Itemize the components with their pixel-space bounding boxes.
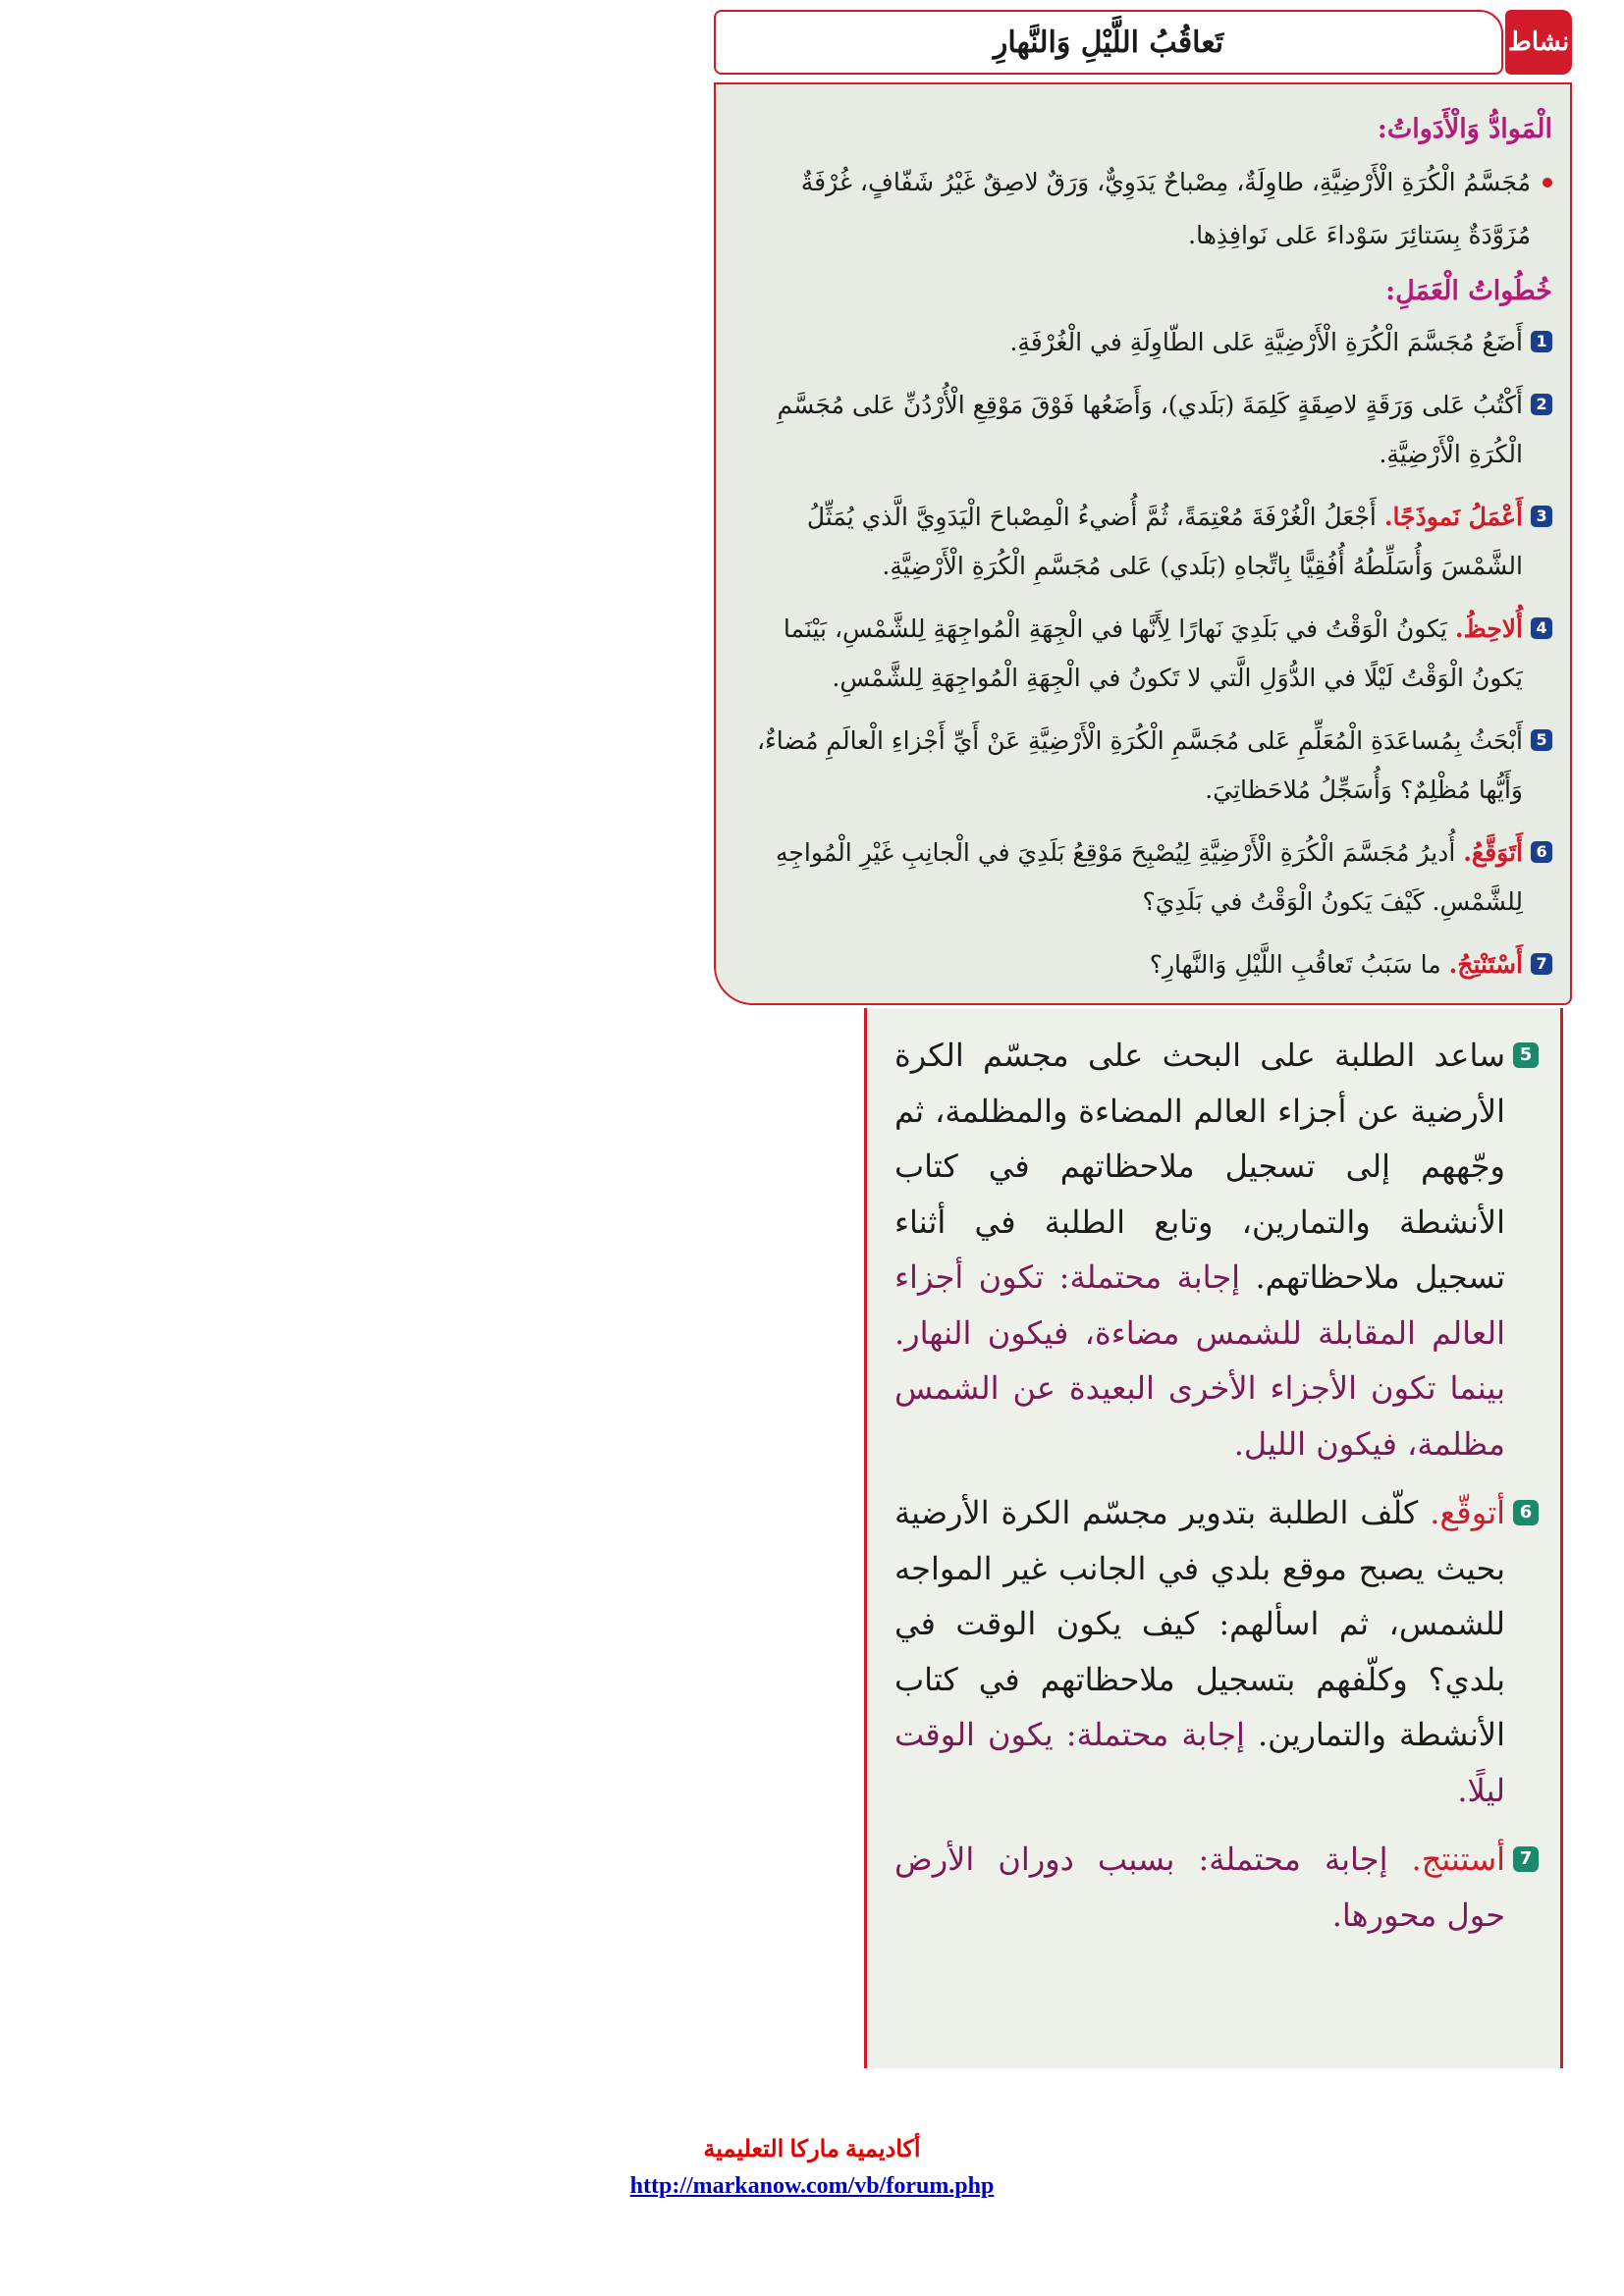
step-number-badge: 7	[1531, 953, 1552, 975]
note-answer: إجابة محتملة: تكون أجزاء العالم المقابلة للشمس مضاءة، فيكون النهار. بينما تكون الأجزاء الأخرى البعيدة عن الشمس مظلمة، فيكون الليل.	[894, 1258, 1505, 1463]
teacher-note	[894, 1832, 1539, 1943]
activity-header	[714, 8, 1572, 77]
step-keyword: أَعْمَلُ نَموذَجًا.	[1383, 503, 1523, 531]
teacher-note	[894, 1028, 1539, 1471]
note-keyword: أتوقّع.	[1430, 1494, 1506, 1531]
steps-heading: خُطُواتُ الْعَمَلِ:	[1385, 276, 1552, 306]
step-item	[735, 318, 1552, 367]
step-keyword: أَسْتَنْتِجُ.	[1448, 950, 1523, 979]
step-text: يَكونُ الْوَقْتُ في بَلَدِيَ نَهارًا لِأَنَّها في الْجِهَةِ الْمُواجِهَةِ لِلشَّمْسِ، بَيْنَما يَكونُ الْوَقْتُ لَيْلًا في الدُّوَلِ الَّتي لا تَكونُ في الْجِهَةِ الْمُواجِهَةِ لِلشَّمْسِ.	[783, 614, 1523, 692]
activity-panel	[714, 82, 1572, 1005]
note-number-badge: 6	[1513, 1500, 1539, 1525]
step-text: أَضَعُ مُجَسَّمَ الْكُرَةِ الْأَرْضِيَّةِ عَلى الطّاوِلَةِ في الْغُرْفَةِ.	[1009, 328, 1523, 356]
activity-title: تَعاقُبُ اللَّيْلِ وَالنَّهارِ	[993, 26, 1224, 60]
step-text: أَبْحَثُ بِمُساعَدَةِ الْمُعَلِّمِ عَلى مُجَسَّمِ الْكُرَةِ الْأَرْضِيَّةِ عَنْ أَيِّ أَجْزاءِ الْعالَمِ مُضاءٌ، وَأَيُّها مُظْلِمٌ؟ وَأُسَجِّلُ مُلاحَظاتِيَ.	[756, 726, 1523, 804]
note-answer: إجابة محتملة: بسبب دوران الأرض حول محورها.	[894, 1841, 1505, 1934]
step-text: أَجْعَلُ الْغُرْفَةَ مُعْتِمَةً، ثُمَّ أُضيءُ الْمِصْباحَ الْيَدَوِيَّ الَّذي يُمَثِّلُ الشَّمْسَ وَأُسَلِّطُهُ أُفُقِيًّا بِاتِّجاهِ (بَلَدي) عَلى مُجَسَّمِ الْكُرَةِ الْأَرْضِيَّةِ.	[806, 503, 1523, 580]
activity-title-box	[714, 10, 1503, 75]
step-item	[735, 381, 1552, 479]
footer-link[interactable]: http://markanow.com/vb/forum.php	[629, 2173, 995, 2199]
teacher-notes-panel	[864, 1008, 1563, 2068]
step-text: أُديرُ مُجَسَّمَ الْكُرَةِ الْأَرْضِيَّةِ لِيُصْبِحَ مَوْقِعُ بَلَدِيَ في الْجانِبِ غَيْرِ الْمُواجِهِ لِلشَّمْسِ. كَيْفَ يَكونُ الْوَقْتُ في بَلَدِيَ؟	[776, 838, 1523, 916]
note-keyword: أستنتج.	[1411, 1841, 1506, 1878]
step-number-badge: 2	[1531, 394, 1552, 415]
materials-heading: الْمَوادُّ وَالْأَدَواتُ:	[1377, 114, 1552, 144]
step-number-badge: 3	[1531, 506, 1552, 527]
step-item	[735, 493, 1552, 591]
note-text: ساعد الطلبة على البحث على مجسّم الكرة الأرضية عن أجزاء العالم المضاءة والمظلمة، ثم وجّههم إلى تسجيل ملاحظاتهم في كتاب الأنشطة والتمارين، وتابع الطلبة في أثناء تسجيل ملاحظاتهم.	[894, 1037, 1506, 1296]
bullet-icon	[1543, 178, 1552, 187]
step-number-badge: 6	[1531, 841, 1552, 863]
step-number-badge: 5	[1531, 729, 1552, 751]
teacher-note	[894, 1485, 1539, 1818]
note-answer: إجابة محتملة: يكون الوقت ليلًا.	[894, 1716, 1505, 1809]
materials-text: مُجَسَّمُ الْكُرَةِ الْأَرْضِيَّةِ، طاوِلَةٌ، مِصْباحٌ يَدَوِيٌّ، وَرَقٌ لاصِقٌ غَيْرُ شَفّافٍ، غُرْفَةٌ مُزَوَّدَةٌ بِسَتائِرَ سَوْداءَ عَلى نَوافِذِها.	[800, 168, 1531, 249]
note-text: كلّف الطلبة بتدوير مجسّم الكرة الأرضية بحيث يصبح موقع بلدي في الجانب غير المواجه للشمس، ثم اسألهم: كيف يكون الوقت في بلدي؟ وكلّفهم بتسجيل ملاحظاتهم في كتاب الأنشطة والتمارين.	[894, 1494, 1506, 1753]
step-text: أَكْتُبُ عَلى وَرَقَةٍ لاصِقَةٍ كَلِمَةَ (بَلَدي)، وَأَضَعُها فَوْقَ مَوْقِعِ الْأُرْدُنِّ عَلى مُجَسَّمِ الْكُرَةِ الْأَرْضِيَّةِ.	[777, 391, 1523, 468]
step-number-badge: 4	[1531, 617, 1552, 639]
note-number-badge: 5	[1513, 1042, 1539, 1068]
step-item	[735, 717, 1552, 815]
step-item	[735, 828, 1552, 927]
step-number-badge: 1	[1531, 331, 1552, 352]
step-item	[735, 940, 1552, 989]
note-number-badge: 7	[1513, 1846, 1539, 1872]
activity-badge: نشاط	[1505, 10, 1572, 75]
step-text: ما سَبَبُ تَعاقُبِ اللَّيْلِ وَالنَّهارِ؟	[1149, 950, 1441, 979]
footer-site-name: أكاديمية ماركا التعليمية	[703, 2137, 921, 2163]
materials-list	[735, 156, 1552, 262]
step-item	[735, 605, 1552, 703]
step-keyword: أَتَوَقَّعُ.	[1463, 838, 1523, 867]
step-keyword: أُلاحِظُ.	[1454, 614, 1523, 643]
